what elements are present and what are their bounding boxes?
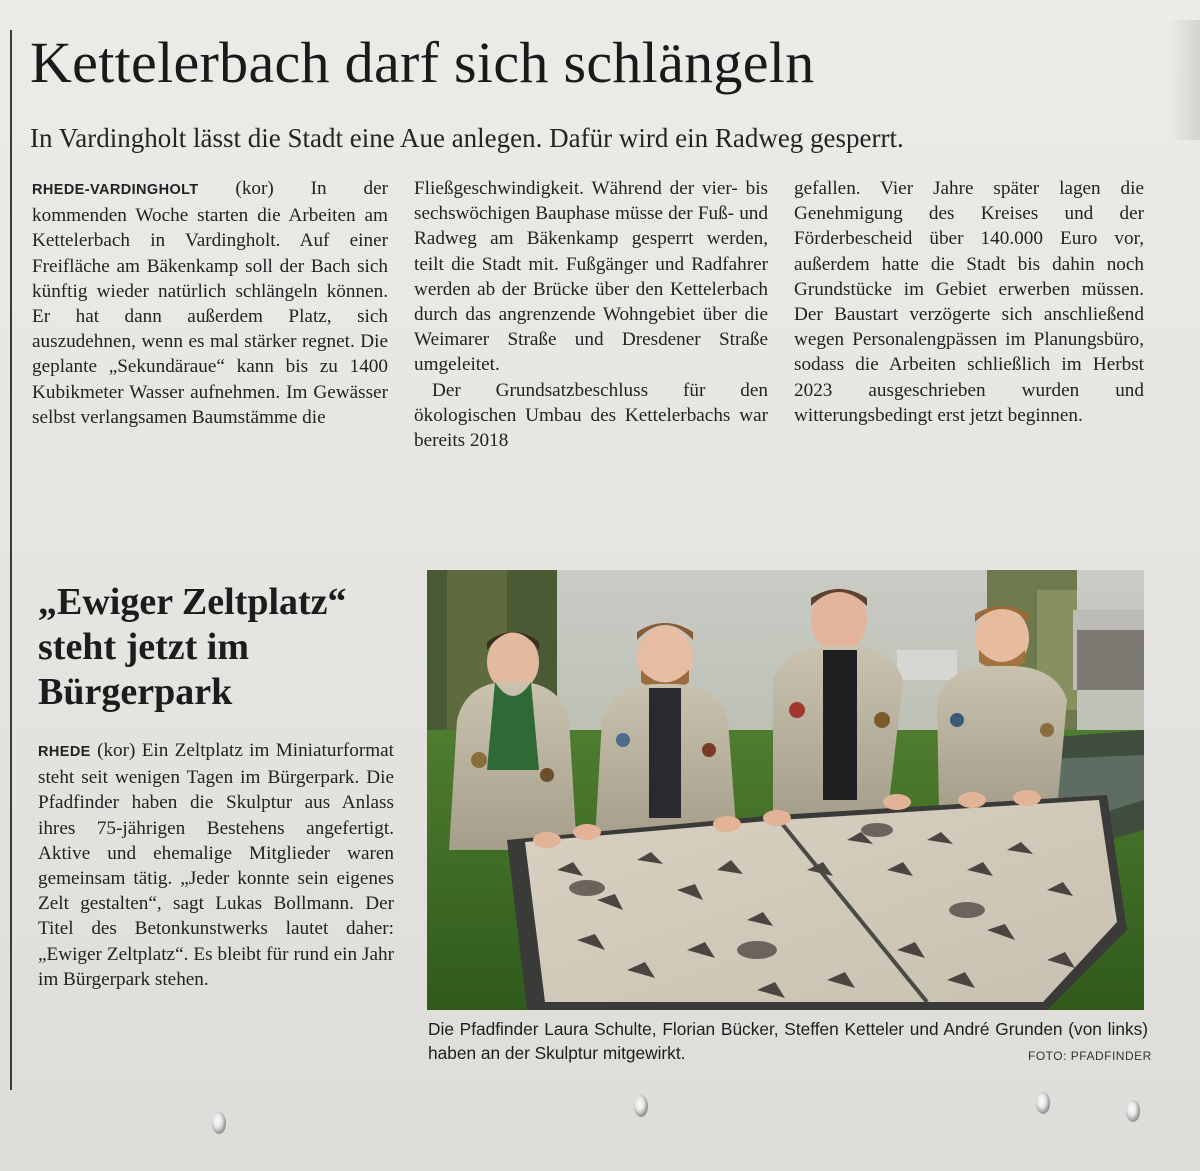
column-rule [10, 30, 12, 1090]
article-column-1 [32, 176, 388, 430]
dateline: RHEDE [38, 744, 91, 760]
article-column-3 [794, 176, 1144, 428]
headline-line-1: „Ewiger Zeltplatz“ [38, 581, 347, 623]
second-article-text: (kor) Ein Zeltplatz im Miniaturformat steht seit wenigen Tagen im Bürgerpark. Die Pfadfinder haben die Skulptur aus Anlass ihres 75-jährigen Bestehens angefertigt. Aktive und ehemalige Mitglieder waren gemeinsam tätig. „Jeder konnte sein eigenes Zelt gestalten“, sagt Lukas Bollmann. Der Titel des Betonkunstwerks lautet daher: „Ewiger Zeltplatz“. Es bleibt für rund ein Jahr im Bürgerpark stehen. [38, 740, 394, 990]
article-column-2 [414, 176, 768, 453]
dateline: RHEDE-VARDINGHOLT [32, 182, 199, 198]
photo-caption: Die Pfadfinder Laura Schulte, Florian Bücker, Steffen Ketteler und André Grunden (von links) haben an der Skulptur mitgewirkt. [428, 1019, 1148, 1063]
bleed-through-edge [1170, 20, 1200, 140]
photo-credit: FOTO: PFADFINDER [1028, 1049, 1152, 1063]
second-article-body [38, 738, 394, 992]
news-photo [427, 570, 1144, 1010]
pin-hole [634, 1095, 648, 1117]
pin-hole [1036, 1092, 1050, 1114]
column-1-text: (kor) In der kommenden Woche starten die Arbeiten am Kettelerbach in Vardingholt. Auf einer Freifläche am Bäkenkamp soll der Bach sich künftig wieder natürlich schlängeln können. Er hat dann außerdem Platz, sich auszudehnen, wenn es mal stärker regnet. Die geplante „Sekundäraue“ kann bis zu 1400 Kubikmeter Wasser aufnehmen. Im Gewässer selbst verlangsamen Baumstämme die [32, 178, 388, 428]
column-3-text: gefallen. Vier Jahre später lagen die Genehmigung des Kreises und der Förderbescheid über 140.000 Euro vor, außerdem hatte die Stadt bis dahin noch Grundstücke im Gebiet erwerben müssen. Der Baustart verzögerte sich anschließend wegen Personalengpässen im Planungsbüro, sodass die Arbeiten schließlich im Herbst 2023 ausgeschrieben wurden und witterungsbedingt erst jetzt beginnen. [794, 178, 1144, 426]
pin-hole [1126, 1100, 1140, 1122]
pin-hole [212, 1112, 226, 1134]
article-subheadline: In Vardingholt lässt die Stadt eine Aue anlegen. Dafür wird ein Radweg gesperrt. [30, 123, 904, 153]
headline-line-2: steht jetzt im [38, 626, 250, 668]
column-2-paragraph-2: Der Grundsatzbeschluss für den ökologischen Umbau des Kettelerbachs war bereits 2018 [414, 379, 768, 452]
article-headline: Kettelerbach darf sich schlängeln [30, 30, 815, 95]
headline-line-3: Bürgerpark [38, 671, 233, 713]
second-article-headline [38, 580, 398, 715]
column-2-paragraph-1: Fließgeschwindigkeit. Während der vier- bis sechswöchigen Bauphase müsse der Fuß- und Radweg am Bäkenkamp gesperrt werden, teilt die Stadt mit. Fußgänger und Radfahrer werden ab der Brücke über den Kettelerbach durch das angrenzende Wohngebiet über die Weimarer Straße und Dresdener Straße umgeleitet. [414, 178, 768, 376]
